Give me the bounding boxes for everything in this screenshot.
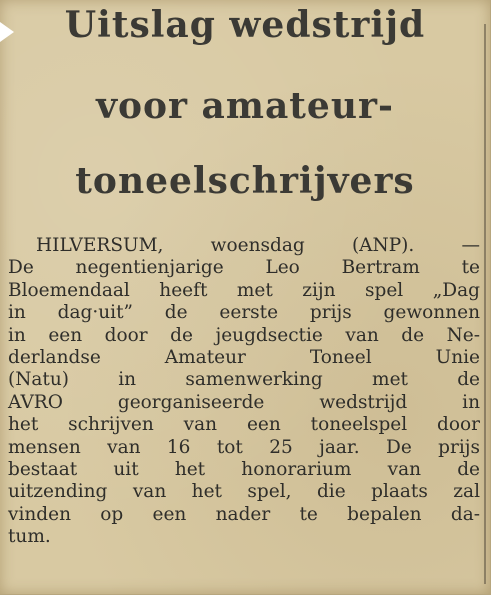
article-body [8,235,480,548]
body-line: AVRO georganiseerde wedstrijd in [8,391,480,413]
body-line: in een door de jeugdsectie van de Ne- [8,324,480,346]
headline-line-1: Uitslag wedstrijd [64,4,426,46]
headline-line-2: voor amateur- [96,85,394,127]
body-line: Bloemendaal heeft met zijn spel „Dag [8,279,480,301]
body-line: (Natu) in samenwerking met de [8,369,480,391]
body-line: in dag·uit” de eerste prijs gewonnen [8,302,480,324]
body-line: HILVERSUM, woensdag (ANP). — [36,235,480,256]
body-line: tum. [8,526,51,548]
body-line: bestaat uit het honorarium van de [8,458,480,480]
body-line: uitzending van het spel, die plaats zal [8,481,480,503]
headline-line-3: toneelschrijvers [75,160,415,202]
body-line: het schrijven van een toneelspel door [8,414,480,436]
body-line: derlandse Amateur Toneel Unie [8,346,480,368]
body-line: mensen van 16 tot 25 jaar. De prijs [8,436,480,458]
body-line: vinden op een nader te bepalen da- [8,503,480,525]
body-line: De negentienjarige Leo Bertram te [8,257,480,279]
